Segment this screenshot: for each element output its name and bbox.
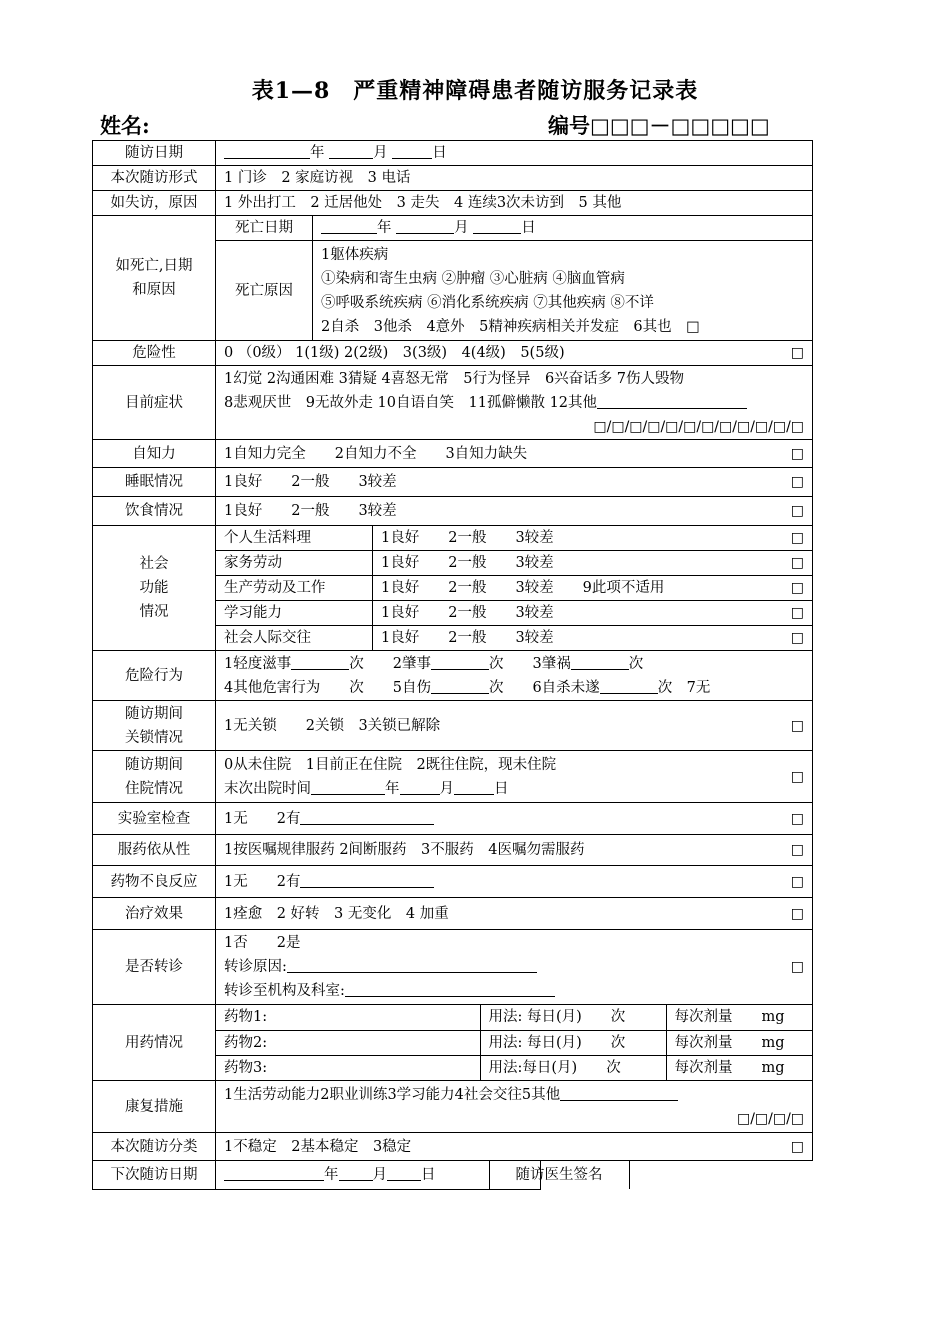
social-item-options: 1良好 2一般 3较差 xyxy=(381,555,554,571)
hospital-label-line2: 住院情况 xyxy=(125,780,183,797)
row-sleep xyxy=(93,468,813,497)
hospitalization-label xyxy=(93,751,216,803)
row-risk-level xyxy=(93,341,813,366)
checkbox[interactable]: □ xyxy=(790,717,805,734)
row-next-visit xyxy=(93,1161,813,1190)
danger-text: 次 6自杀未遂 xyxy=(488,679,600,696)
referral-reason-field[interactable] xyxy=(224,955,555,979)
classification-label: 本次随访分类 xyxy=(93,1133,216,1161)
day-label: 日 xyxy=(421,1167,436,1183)
death-cause-line: ①染病和寄生虫病 ②肿瘤 ③心脏病 ④脑血管病 xyxy=(321,270,625,287)
checkbox[interactable]: □ xyxy=(790,959,805,975)
hospital-label-line1: 随访期间 xyxy=(125,756,183,773)
checkbox[interactable]: □ xyxy=(790,768,805,785)
checkbox[interactable]: □ xyxy=(790,810,805,827)
dangerous-behavior-label: 危险行为 xyxy=(93,651,216,701)
risk-level-label: 危险性 xyxy=(93,341,216,366)
drug-name-field[interactable]: 药物1: xyxy=(216,1005,480,1030)
risk-level-options[interactable] xyxy=(216,341,813,366)
symptoms-line: 1幻觉 2沟通困难 3猜疑 4喜怒无常 5行为怪异 6兴奋话多 7伤人毁物 xyxy=(224,370,685,387)
row-adverse-reaction xyxy=(93,866,813,898)
day-label: 日 xyxy=(432,145,447,161)
social-item-name: 生产劳动及工作 xyxy=(216,576,373,601)
hospital-options: 0从未住院 1目前正在住院 2既往住院，现未住院 xyxy=(224,756,557,773)
medication-row xyxy=(216,1055,812,1080)
lab-test-label: 实验室检查 xyxy=(93,803,216,835)
next-visit-label: 下次随访日期 xyxy=(93,1161,216,1190)
death-date-field[interactable] xyxy=(313,216,813,241)
diet-label: 饮食情况 xyxy=(93,497,216,526)
day-label: 日 xyxy=(521,220,536,236)
social-function-label xyxy=(93,526,216,651)
drug-usage-field[interactable]: 用法: 每日(月) 次 xyxy=(480,1005,666,1030)
death-cause-line: ⑤呼吸系统疾病 ⑥消化系统疾病 ⑦其他疾病 ⑧不详 xyxy=(321,294,654,311)
row-lab-test xyxy=(93,803,813,835)
month-label: 月 xyxy=(372,1167,387,1183)
lockup-options: 1无关锁 2关锁 3关锁已解除 xyxy=(224,717,441,734)
referral-options: 1否 2是 xyxy=(224,935,301,951)
row-insight xyxy=(93,440,813,468)
follow-up-form xyxy=(92,140,813,1190)
checkbox[interactable]: □ xyxy=(790,1138,805,1155)
row-rehabilitation xyxy=(93,1081,813,1133)
patient-name-label: 姓名: xyxy=(100,113,150,138)
row-symptoms xyxy=(93,366,813,440)
checkbox[interactable]: □ xyxy=(790,905,805,922)
social-item-name: 个人生活料理 xyxy=(216,526,373,551)
risk-options-text: 0 （0级） 1(1级) 2(2级) 3(3级) 4(4级) 5(5级) xyxy=(224,345,565,361)
lab-test-options: 1无 2有 xyxy=(224,810,301,827)
checkbox[interactable]: □ xyxy=(790,630,805,646)
row-referral xyxy=(93,930,813,1005)
drug-usage-field[interactable]: 用法:每日(月) 次 xyxy=(480,1055,666,1080)
social-item-name: 社会人际交往 xyxy=(216,626,373,651)
drug-dose-field[interactable]: 每次剂量 mg xyxy=(666,1055,812,1080)
year-label: 年 xyxy=(385,780,400,797)
checkbox[interactable]: □ xyxy=(790,873,805,890)
row-dangerous-behavior xyxy=(93,651,813,701)
compliance-label: 服药依从性 xyxy=(93,835,216,866)
insight-options: 1自知力完全 2自知力不全 3自知力缺失 xyxy=(224,445,528,462)
sleep-options: 1良好 2一般 3较差 xyxy=(224,474,397,490)
row-lockup xyxy=(93,701,813,751)
doctor-signature-label: 随访医生签名 xyxy=(489,1161,629,1189)
death-label xyxy=(93,216,216,341)
visit-date-label: 随访日期 xyxy=(93,141,216,166)
referral-destination-label: 转诊至机构及科室: xyxy=(224,983,345,999)
checkbox[interactable]: □ xyxy=(790,580,805,596)
year-label: 年 xyxy=(310,145,325,161)
sleep-label: 睡眠情况 xyxy=(93,468,216,497)
social-item-options: 1良好 2一般 3较差 9此项不适用 xyxy=(381,580,665,596)
rehabilitation-checkboxes[interactable]: □/□/□/□ xyxy=(736,1110,805,1127)
checkbox[interactable]: □ xyxy=(790,605,805,621)
dangerous-behavior-fields[interactable] xyxy=(216,651,813,701)
referral-reason-label: 转诊原因: xyxy=(224,959,287,975)
checkbox[interactable]: □ xyxy=(790,842,805,858)
next-visit-date-field[interactable] xyxy=(216,1161,489,1189)
death-cause-line: 2自杀 3他杀 4意外 5精神疾病相关并发症 6其也 □ xyxy=(321,318,700,335)
social-label-line: 社会 xyxy=(139,556,169,572)
treatment-effect-label: 治疗效果 xyxy=(93,898,216,930)
drug-usage-field[interactable]: 用法: 每日(月) 次 xyxy=(480,1030,666,1055)
treatment-effect-options: 1痊愈 2 好转 3 无变化 4 加重 xyxy=(224,905,449,922)
death-date-label: 死亡日期 xyxy=(216,216,313,241)
page-title: 表1—8 严重精神障碍患者随访服务记录表 xyxy=(251,78,699,104)
danger-text: 次 xyxy=(628,655,644,672)
last-discharge-label: 末次出院时间 xyxy=(224,780,311,797)
danger-text: 次 2肇事 xyxy=(349,655,431,672)
row-treatment-effect xyxy=(93,898,813,930)
referral-label: 是否转诊 xyxy=(93,930,216,1005)
drug-dose-field[interactable]: 每次剂量 mg xyxy=(666,1005,812,1030)
visit-form-options[interactable]: 1 门诊 2 家庭访视 3 电话 xyxy=(216,166,813,191)
classification-options: 1不稳定 2基本稳定 3稳定 xyxy=(224,1138,412,1155)
death-cause-label: 死亡原因 xyxy=(216,241,313,341)
year-label: 年 xyxy=(377,220,392,236)
adverse-reaction-label: 药物不良反应 xyxy=(93,866,216,898)
drug-name-field[interactable]: 药物3: xyxy=(216,1055,480,1080)
year-label: 年 xyxy=(324,1167,339,1183)
checkbox[interactable]: □ xyxy=(790,503,805,519)
death-label-line1: 如死亡,日期 xyxy=(115,258,193,274)
danger-text: 次 7无 xyxy=(657,679,711,696)
lost-followup-options[interactable]: 1 外出打工 2 迁居他处 3 走失 4 连续3次未访到 5 其他 xyxy=(216,191,813,216)
rehabilitation-options: 1生活劳动能力2职业训练3学习能力4社会交往5其他 xyxy=(224,1086,561,1103)
drug-name-field[interactable]: 药物2: xyxy=(216,1030,480,1055)
lockup-label xyxy=(93,701,216,751)
medication-table xyxy=(216,1005,812,1080)
danger-text: 1轻度滋事 xyxy=(224,655,292,672)
diet-options: 1良好 2一般 3较差 xyxy=(224,503,397,519)
row-visit-date xyxy=(93,141,813,166)
day-label: 日 xyxy=(494,780,509,797)
death-label-line2: 和原因 xyxy=(132,282,176,298)
social-item-name: 学习能力 xyxy=(216,601,373,626)
rehabilitation-label: 康复措施 xyxy=(93,1081,216,1133)
compliance-options: 1按医嘱规律服药 2间断服药 3不服药 4医嘱勿需服药 xyxy=(224,842,585,858)
danger-text: 次 3肇祸 xyxy=(488,655,571,672)
lost-followup-label: 如失访，原因 xyxy=(93,191,216,216)
symptoms-line: 8悲观厌世 9无故外走 10自语自笑 11孤僻懒散 12其他 xyxy=(224,394,598,411)
row-death-date xyxy=(93,216,813,241)
row-hospitalization xyxy=(93,751,813,803)
month-label: 月 xyxy=(439,780,454,797)
visit-form-label: 本次随访形式 xyxy=(93,166,216,191)
checkbox[interactable]: □ xyxy=(790,474,805,490)
adverse-reaction-options: 1无 2有 xyxy=(224,873,301,890)
medication-row xyxy=(216,1030,812,1055)
social-item-options: 1良好 2一般 3较差 xyxy=(381,630,554,646)
social-label-line: 功能 xyxy=(139,580,169,596)
drug-dose-field[interactable]: 每次剂量 mg xyxy=(666,1030,812,1055)
danger-text: 4其他危害行为 次 5自伤 xyxy=(224,679,431,696)
medication-row xyxy=(216,1005,812,1030)
social-item-name: 家务劳动 xyxy=(216,551,373,576)
checkbox[interactable]: □ xyxy=(790,530,805,546)
death-cause-line: 1躯体疾病 xyxy=(321,246,389,263)
row-medication xyxy=(93,1005,813,1081)
record-code-label: 编号□□□－□□□□□ xyxy=(548,113,770,138)
next-visit-table xyxy=(216,1161,629,1189)
lockup-label-line1: 随访期间 xyxy=(125,705,183,722)
symptoms-checkboxes[interactable]: □/□/□/□/□/□/□/□/□/□/□/□ xyxy=(593,418,805,435)
symptoms-label: 目前症状 xyxy=(93,366,216,440)
insight-label: 自知力 xyxy=(93,440,216,468)
month-label: 月 xyxy=(454,220,469,236)
row-social-1 xyxy=(93,526,813,551)
checkbox[interactable]: □ xyxy=(790,445,805,462)
symptoms-options[interactable] xyxy=(216,366,813,440)
row-compliance xyxy=(93,835,813,866)
medication-label: 用药情况 xyxy=(93,1005,216,1081)
checkbox[interactable]: □ xyxy=(790,345,805,361)
referral-destination-field[interactable] xyxy=(224,979,555,1003)
month-label: 月 xyxy=(373,145,388,161)
row-classification xyxy=(93,1133,813,1161)
death-cause-options[interactable] xyxy=(313,241,813,341)
social-label-line: 情况 xyxy=(139,604,169,620)
checkbox[interactable]: □ xyxy=(790,555,805,571)
social-item-options: 1良好 2一般 3较差 xyxy=(381,530,554,546)
last-discharge-field[interactable] xyxy=(224,777,556,801)
row-lost-followup xyxy=(93,191,813,216)
visit-date-field[interactable] xyxy=(216,141,813,166)
social-item-options: 1良好 2一般 3较差 xyxy=(381,605,554,621)
lockup-label-line2: 关锁情况 xyxy=(125,729,183,746)
row-diet xyxy=(93,497,813,526)
row-visit-form xyxy=(93,166,813,191)
